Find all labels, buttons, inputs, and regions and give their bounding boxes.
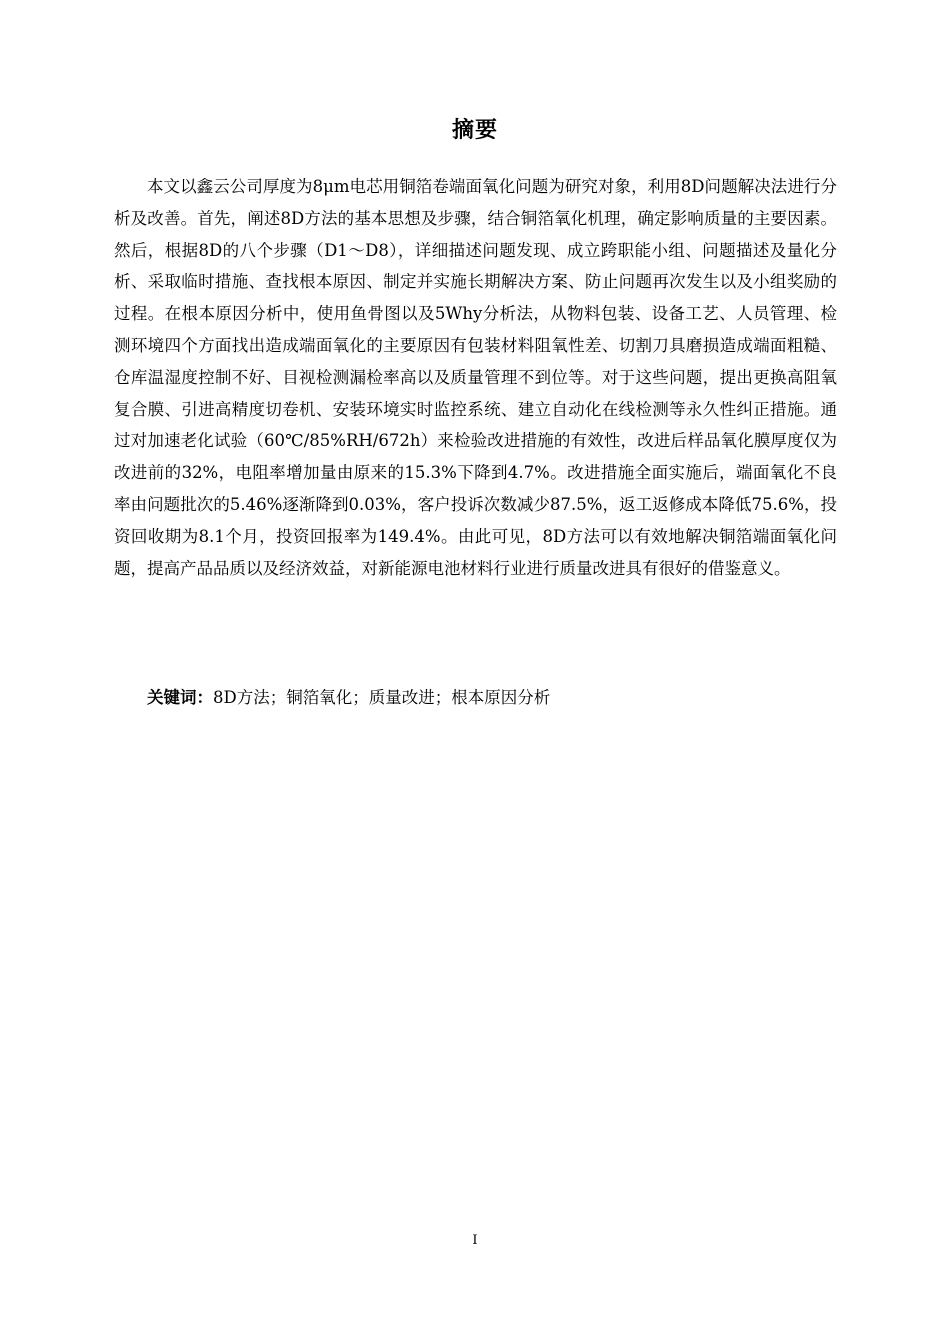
keywords-label: 关键词：	[147, 688, 213, 707]
abstract-body: 本文以鑫云公司厚度为8μm电芯用铜箔卷端面氧化问题为研究对象，利用8D问题解决法进行分析及改善。首先，阐述8D方法的基本思想及步骤，结合铜箔氧化机理，确定影响质量的主要因素。然后，根据8D的八个步骤（D1～D8），详细描述问题发现、成立跨职能小组、问题描述及量化分析、采取临时措施、查找根本原因、制定并实施长期解决方案、防止问题再次发生以及小组奖励的过程。在根本原因分析中，使用鱼骨图以及5Why分析法，从物料包装、设备工艺、人员管理、检测环境四个方面找出造成端面氧化的主要原因有包装材料阻氧性差、切割刀具磨损造成端面粗糙、仓库温湿度控制不好、目视检测漏检率高以及质量管理不到位等。对于这些问题，提出更换高阻氧复合膜、引进高精度切卷机、安装环境实时监控系统、建立自动化在线检测等永久性纠正措施。通过对加速老化试验（60℃/85%RH/672h）来检验改进措施的有效性，改进后样品氧化膜厚度仅为改进前的32%，电阻率增加量由原来的15.3%下降到4.7%。改进措施全面实施后，端面氧化不良率由问题批次的5.46%逐渐降到0.03%，客户投诉次数减少87.5%，返工返修成本降低75.6%，投资回收期为8.1个月，投资回报率为149.4%。由此可见，8D方法可以有效地解决铜箔端面氧化问题，提高产品品质以及经济效益，对新能源电池材料行业进行质量改进具有很好的借鉴意义。	[114, 177, 837, 578]
page-number: I	[472, 1233, 478, 1248]
keywords-text: 8D方法；铜箔氧化；质量改进；根本原因分析	[213, 688, 551, 707]
keywords-line	[114, 682, 837, 714]
abstract-title: 摘要	[451, 118, 498, 143]
